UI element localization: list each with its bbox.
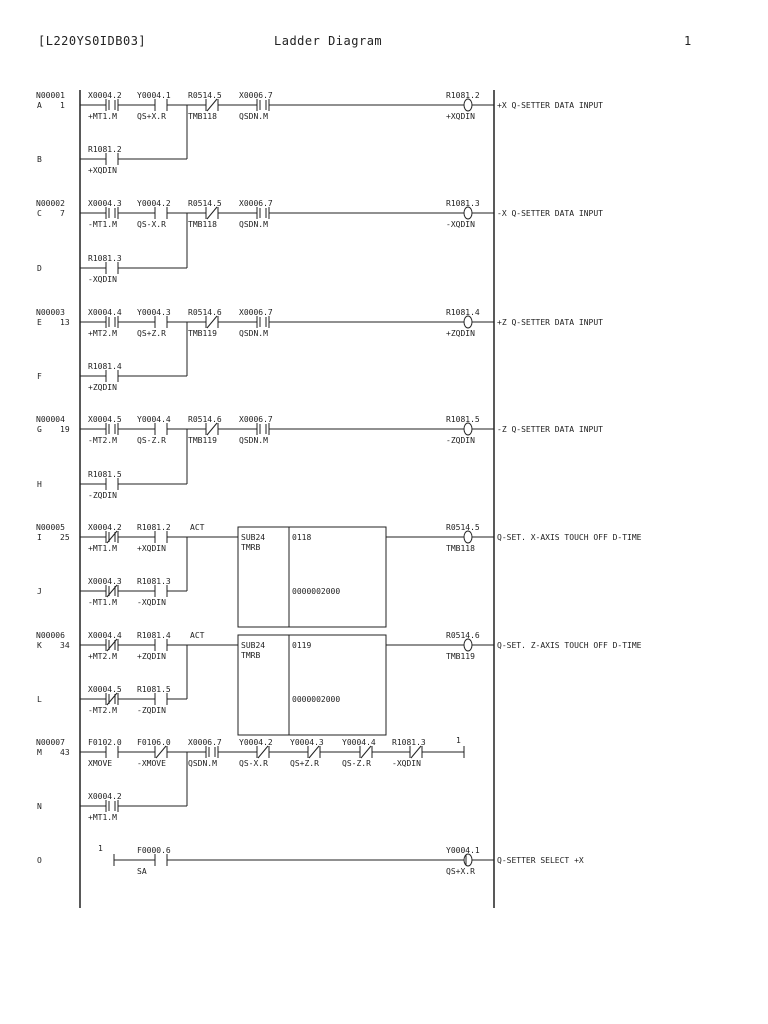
contact-nc-slash xyxy=(156,746,166,758)
row-letter: O xyxy=(37,856,42,865)
contact-name: TMB118 xyxy=(188,112,217,121)
step-number: 25 xyxy=(60,533,70,542)
contact-name: +ZQDIN xyxy=(88,383,117,392)
coil-name: -ZQDIN xyxy=(446,436,475,445)
contact-address: Y0004.2 xyxy=(239,738,273,747)
contact-name: +MT2.M xyxy=(88,329,117,338)
contact-address: X0004.4 xyxy=(88,308,122,317)
contact-address: X0004.5 xyxy=(88,685,122,694)
contact-address: R1081.4 xyxy=(137,631,171,640)
contact-name: -XQDIN xyxy=(88,275,117,284)
step-number: 43 xyxy=(60,748,70,757)
contact-address: X0006.7 xyxy=(188,738,222,747)
contact-name: QS+Z.R xyxy=(290,759,319,768)
contact-name: XMOVE xyxy=(88,759,113,768)
contact-address: R0514.5 xyxy=(188,199,222,208)
row-letter: L xyxy=(37,695,42,704)
contact-address: X0004.2 xyxy=(88,792,122,801)
coil-symbol xyxy=(464,854,472,866)
function-block xyxy=(238,635,386,735)
contact-address: R1081.3 xyxy=(88,254,122,263)
contact-name: QSDN.M xyxy=(239,436,268,445)
row-letter: J xyxy=(37,587,42,596)
network-number: N00005 xyxy=(36,523,65,532)
contact-name: +MT1.M xyxy=(88,813,117,822)
contact-address: F0106.0 xyxy=(137,738,171,747)
contact-nc-slash xyxy=(207,207,217,219)
contact-address: Y0004.4 xyxy=(342,738,376,747)
network-number: N00001 xyxy=(36,91,65,100)
rung-comment: Q-SET. Z-AXIS TOUCH OFF D-TIME xyxy=(497,641,642,650)
contact-address: Y0004.3 xyxy=(290,738,324,747)
function-name: TMRB xyxy=(241,543,261,552)
contact-nc-slash xyxy=(361,746,371,758)
coil-address: R1081.2 xyxy=(446,91,480,100)
contact-name: -MT2.M xyxy=(88,706,117,715)
coil-symbol xyxy=(464,316,472,328)
network-number: N00007 xyxy=(36,738,65,747)
function-param-timer: 0118 xyxy=(292,533,312,542)
coil-symbol xyxy=(464,99,472,111)
row-letter: B xyxy=(37,155,42,164)
row-letter: H xyxy=(37,480,42,489)
row-letter: M xyxy=(37,748,42,757)
contact-address: R0514.6 xyxy=(188,308,222,317)
act-label: ACT xyxy=(190,523,205,532)
coil-symbol xyxy=(464,531,472,543)
rung-comment: +X Q-SETTER DATA INPUT xyxy=(497,101,603,110)
coil-name: +XQDIN xyxy=(446,112,475,121)
coil-name: QS+X.R xyxy=(446,867,475,876)
contact-name: QS-Z.R xyxy=(342,759,371,768)
contact-address: X0004.2 xyxy=(88,91,122,100)
coil-symbol xyxy=(464,423,472,435)
contact-address: F0000.6 xyxy=(137,846,171,855)
contact-address: R1081.2 xyxy=(88,145,122,154)
coil-address: R0514.5 xyxy=(446,523,480,532)
coil-address: R1081.4 xyxy=(446,308,480,317)
contact-name: TMB119 xyxy=(188,329,217,338)
contact-name: +MT1.M xyxy=(88,112,117,121)
step-number: 13 xyxy=(60,318,70,327)
contact-name: TMB118 xyxy=(188,220,217,229)
coil-address: Y0004.1 xyxy=(446,846,480,855)
contact-address: F0102.0 xyxy=(88,738,122,747)
row-letter: A xyxy=(37,101,42,110)
row-letter: I xyxy=(37,533,42,542)
contact-name: +MT2.M xyxy=(88,652,117,661)
function-sub-number: SUB24 xyxy=(241,641,266,650)
contact-name: +MT1.M xyxy=(88,544,117,553)
contact-address: R1081.4 xyxy=(88,362,122,371)
coil-symbol xyxy=(464,639,472,651)
contact-address: X0006.7 xyxy=(239,308,273,317)
coil-name: +ZQDIN xyxy=(446,329,475,338)
coil-address: R1081.3 xyxy=(446,199,480,208)
coil-address: R1081.5 xyxy=(446,415,480,424)
contact-nc-slash xyxy=(207,316,217,328)
contact-name: SA xyxy=(137,867,147,876)
contact-address: R1081.2 xyxy=(137,523,171,532)
contact-name: -XMOVE xyxy=(137,759,166,768)
row-letter: K xyxy=(37,641,42,650)
contact-address: R0514.6 xyxy=(188,415,222,424)
contact-address: X0006.7 xyxy=(239,415,273,424)
row-letter: N xyxy=(37,802,42,811)
function-block xyxy=(238,527,386,627)
function-name: TMRB xyxy=(241,651,261,660)
step-number: 7 xyxy=(60,209,65,218)
contact-nc-slash xyxy=(411,746,421,758)
coil-symbol xyxy=(464,207,472,219)
contact-address: X0006.7 xyxy=(239,199,273,208)
contact-address: R1081.5 xyxy=(137,685,171,694)
contact-name: QSDN.M xyxy=(239,220,268,229)
contact-name: QSDN.M xyxy=(188,759,217,768)
contact-address: R0514.5 xyxy=(188,91,222,100)
contact-address: Y0004.2 xyxy=(137,199,171,208)
contact-name: QS-X.R xyxy=(137,220,166,229)
contact-name: +ZQDIN xyxy=(137,652,166,661)
contact-address: X0004.2 xyxy=(88,523,122,532)
contact-nc-slash xyxy=(207,99,217,111)
contact-name: +XQDIN xyxy=(88,166,117,175)
contact-name: QS+Z.R xyxy=(137,329,166,338)
rung-comment: +Z Q-SETTER DATA INPUT xyxy=(497,318,603,327)
page-number: 1 xyxy=(684,34,692,48)
contact-name: -XQDIN xyxy=(137,598,166,607)
contact-name: -MT2.M xyxy=(88,436,117,445)
file-id: [L220YS0IDB03] xyxy=(38,34,147,48)
coil-name: TMB118 xyxy=(446,544,475,553)
rung-comment: Q-SETTER SELECT +X xyxy=(497,856,584,865)
rung-comment: -Z Q-SETTER DATA INPUT xyxy=(497,425,603,434)
contact-address: R1081.3 xyxy=(392,738,426,747)
contact-address: X0006.7 xyxy=(239,91,273,100)
act-label: ACT xyxy=(190,631,205,640)
contact-name: -MT1.M xyxy=(88,220,117,229)
contact-name: QSDN.M xyxy=(239,329,268,338)
step-number: 1 xyxy=(60,101,65,110)
contact-nc-slash xyxy=(258,746,268,758)
contact-nc-slash xyxy=(309,746,319,758)
contact-name: QSDN.M xyxy=(239,112,268,121)
contact-name: QS-Z.R xyxy=(137,436,166,445)
function-param-preset: 0000002000 xyxy=(292,695,341,704)
row-letter: G xyxy=(37,425,42,434)
contact-name: +XQDIN xyxy=(137,544,166,553)
row-letter: F xyxy=(37,372,42,381)
step-number: 34 xyxy=(60,641,70,650)
contact-name: TMB119 xyxy=(188,436,217,445)
contact-address: X0004.4 xyxy=(88,631,122,640)
function-sub-number: SUB24 xyxy=(241,533,266,542)
page-title: Ladder Diagram xyxy=(274,34,383,48)
continuation-number: 1 xyxy=(456,736,461,745)
contact-name: -MT1.M xyxy=(88,598,117,607)
continuation-number: 1 xyxy=(98,844,103,853)
row-letter: C xyxy=(37,209,42,218)
contact-name: QS-X.R xyxy=(239,759,268,768)
contact-address: X0004.3 xyxy=(88,199,122,208)
coil-name: TMB119 xyxy=(446,652,475,661)
network-number: N00004 xyxy=(36,415,65,424)
contact-name: QS+X.R xyxy=(137,112,166,121)
rung-comment: Q-SET. X-AXIS TOUCH OFF D-TIME xyxy=(497,533,642,542)
contact-address: Y0004.3 xyxy=(137,308,171,317)
contact-address: Y0004.1 xyxy=(137,91,171,100)
contact-address: Y0004.4 xyxy=(137,415,171,424)
row-letter: E xyxy=(37,318,42,327)
function-param-timer: 0119 xyxy=(292,641,312,650)
row-letter: D xyxy=(37,264,42,273)
network-number: N00006 xyxy=(36,631,65,640)
step-number: 19 xyxy=(60,425,70,434)
function-param-preset: 0000002000 xyxy=(292,587,341,596)
contact-address: X0004.5 xyxy=(88,415,122,424)
contact-name: -XQDIN xyxy=(392,759,421,768)
contact-address: R1081.3 xyxy=(137,577,171,586)
contact-address: X0004.3 xyxy=(88,577,122,586)
network-number: N00003 xyxy=(36,308,65,317)
coil-address: R0514.6 xyxy=(446,631,480,640)
contact-name: -ZQDIN xyxy=(88,491,117,500)
rung-comment: -X Q-SETTER DATA INPUT xyxy=(497,209,603,218)
contact-name: -ZQDIN xyxy=(137,706,166,715)
network-number: N00002 xyxy=(36,199,65,208)
coil-name: -XQDIN xyxy=(446,220,475,229)
contact-address: R1081.5 xyxy=(88,470,122,479)
contact-nc-slash xyxy=(207,423,217,435)
